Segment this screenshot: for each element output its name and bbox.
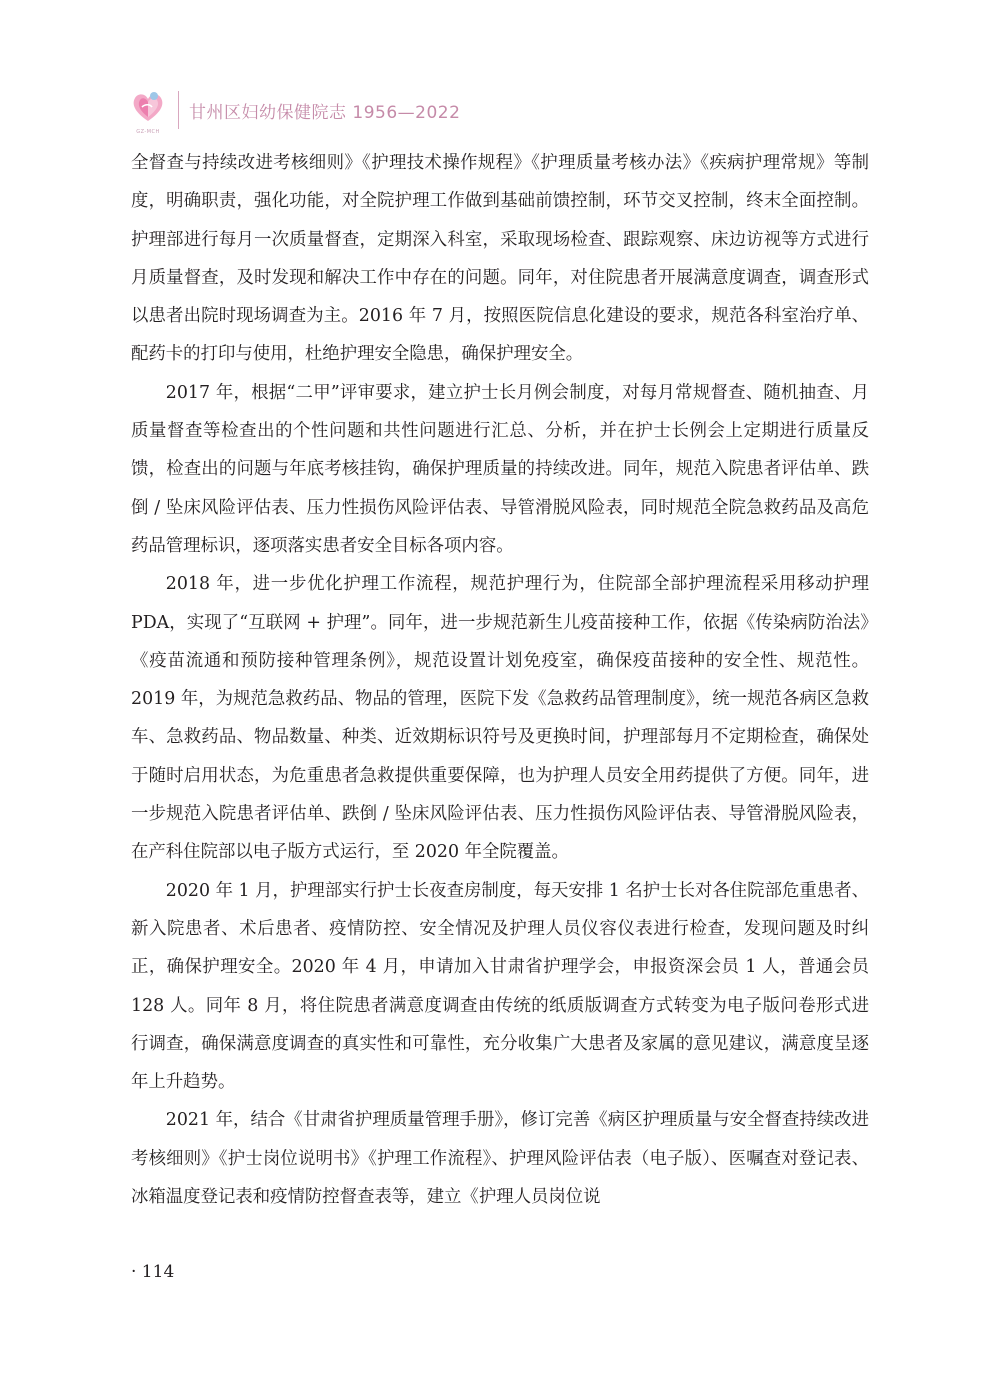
page-header — [128, 86, 460, 134]
logo-text: GZ-MCH — [136, 129, 160, 135]
hospital-logo — [128, 87, 168, 133]
header-divider — [178, 91, 179, 129]
heart-logo-icon — [128, 87, 168, 127]
page-number: · 114 — [131, 1262, 175, 1282]
paragraph: 2021 年，结合《甘肃省护理质量管理手册》，修订完善《病区护理质量与安全督查持续改进考核细则》《护士岗位说明书》《护理工作流程》、护理风险评估表（电子版）、医嘱查对登记表、冰箱温度登记表和疫情防控督查表等，建立《护理人员岗位说 — [131, 1110, 869, 1208]
paragraph: 全督查与持续改进考核细则》《护理技术操作规程》《护理质量考核办法》《疾病护理常规》等制度，明确职责，强化功能，对全院护理工作做到基础前馈控制，环节交叉控制，终末全面控制。护理部进行每月一次质量督查，定期深入科室，采取现场检查、跟踪观察、床边访视等方式进行月质量督查，及时发现和解决工作中存在的问题。同年，对住院患者开展满意度调查，调查形式以患者出院时现场调查为主。2016 年 7 月，按照医院信息化建设的要求，规范各科室治疗单、配药卡的打印与使用，杜绝护理安全隐患，确保护理安全。 — [131, 153, 869, 365]
paragraph: 2018 年，进一步优化护理工作流程，规范护理行为，住院部全部护理流程采用移动护理 PDA，实现了“互联网 + 护理”。同年，进一步规范新生儿疫苗接种工作，依据《传染病防治法》《疫苗流通和预防接种管理条例》，规范设置计划免疫室，确保疫苗接种的安全性、规范性。2019 年，为规范急救药品、物品的管理，医院下发《急救药品管理制度》，统一规范各病区急救车、急救药品、物品数量、种类、近效期标识符号及更换时间，护理部每月不定期检查，确保处于随时启用状态，为危重患者急救提供重要保障，也为护理人员安全用药提供了方便。同年，进一步规范入院患者评估单、跌倒 / 坠床风险评估表、压力性损伤风险评估表、导管滑脱风险表，在产科住院部以电子版方式运行，至 2020 年全院覆盖。 — [131, 574, 869, 863]
paragraph: 2017 年，根据“二甲”评审要求，建立护士长月例会制度，对每月常规督查、随机抽查、月质量督查等检查出的个性问题和共性问题进行汇总、分析，并在护士长例会上定期进行质量反馈，检查出的问题与年底考核挂钩，确保护理质量的持续改进。同年，规范入院患者评估单、跌倒 / 坠床风险评估表、压力性损伤风险评估表、导管滑脱风险表，同时规范全院急救药品及高危药品管理标识，逐项落实患者安全目标各项内容。 — [131, 382, 869, 556]
paragraph: 2020 年 1 月，护理部实行护士长夜查房制度，每天安排 1 名护士长对各住院部危重患者、新入院患者、术后患者、疫情防控、安全情况及护理人员仪容仪表进行检查，发现问题及时纠正，确保护理安全。2020 年 4 月，申请加入甘肃省护理学会，申报资深会员 1 人，普通会员 128 人。同年 8 月，将住院患者满意度调查由传统的纸质版调查方式转变为电子版问卷形式进行调查，确保满意度调查的真实性和可靠性，充分收集广大患者及家属的意见建议，满意度呈逐年上升趋势。 — [131, 880, 869, 1093]
body-text — [131, 144, 869, 1216]
header-title: 甘州区妇幼保健院志 1956—2022 — [189, 102, 461, 123]
